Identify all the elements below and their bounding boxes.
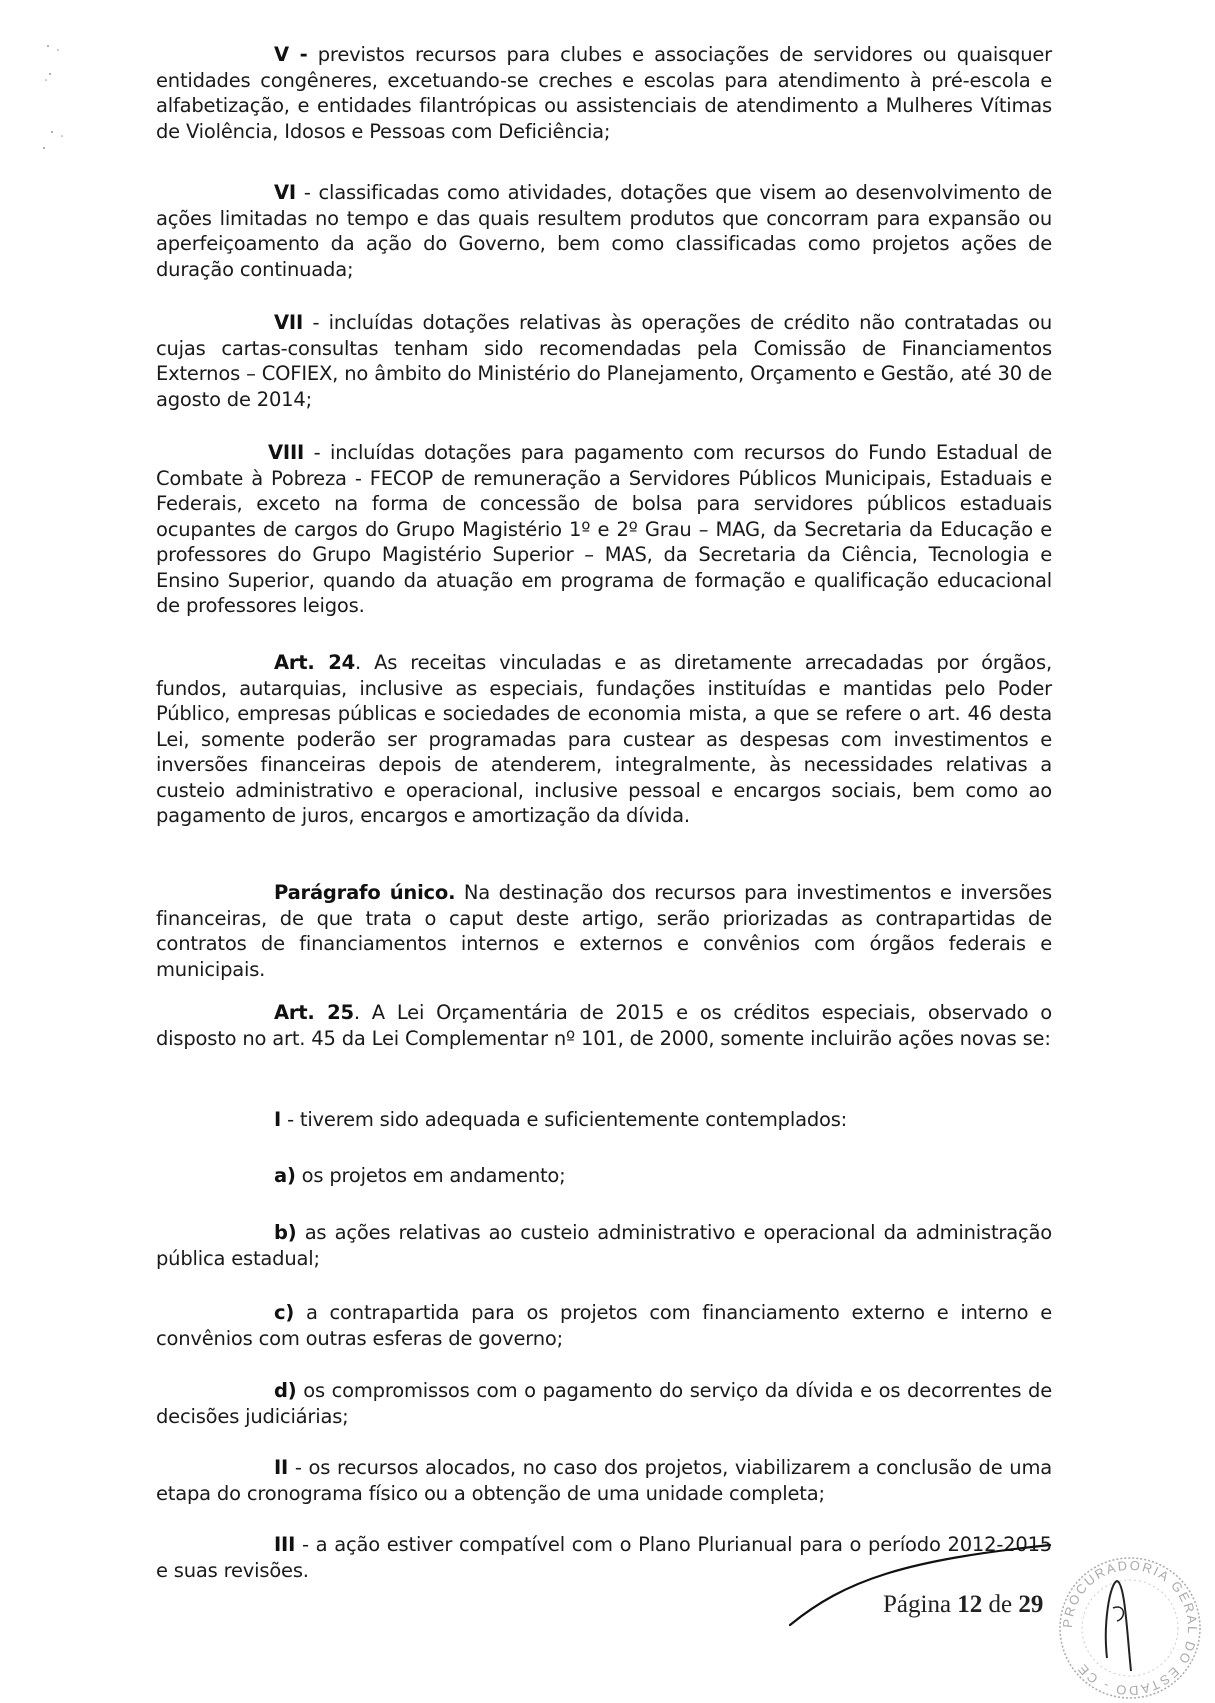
item-text: - incluídas dotações para pagamento com recursos do Fundo Estadual de Combate à Pobreza - FECOP de remuneração a Servidores Públicos Municipais, Estaduais e Federais, exceto na forma de concessão de bolsa para servidores públicos estaduais ocupantes de cargos do Grupo Magistério 1º e 2º Grau – MAG, da Secretaria da Educação e professores do Grupo Magistério Superior – MAS, da Secretaria da Ciência, Tecnologia e Ensino Superior, quando da atuação em programa de formação e qualificação educacional de professores leigos. — [156, 441, 1052, 617]
item-text: - os recursos alocados, no caso dos projetos, viabilizarem a conclusão de uma etapa do cronograma físico ou a obtenção de uma unidade completa; — [156, 1456, 1052, 1505]
paragraph-item-ii — [156, 1455, 1052, 1506]
item-text: a contrapartida para os projetos com financiamento externo e interno e convênios com outras esferas de governo; — [156, 1301, 1053, 1350]
total-pages: 29 — [1018, 1591, 1044, 1618]
paragraph-item-i — [156, 1107, 1052, 1133]
paragraph-item-viii — [156, 440, 1052, 619]
article-text: . As receitas vinculadas e as diretamente arrecadadas por órgãos, fundos, autarquias, inclusive as especiais, fundações instituídas e mantidas pelo Poder Público, empresas públicas e sociedades de economia mista, a que se refere o art. 46 desta Lei, somente poderão ser programadas para custear as despesas com investimentos e inversões financeiras depois de atenderem, integralmente, às necessidades relativas a custeio administrativo e operacional, inclusive pessoal e encargos sociais, bem como ao pagamento de juros, encargos e amortização da dívida. — [156, 651, 1052, 827]
item-label: VII — [274, 311, 304, 334]
item-label: VIII — [268, 441, 305, 464]
paragraph-item-a — [156, 1163, 1052, 1189]
item-label: III — [274, 1533, 296, 1556]
scan-marks — [40, 40, 100, 160]
paragraph-item-vii — [156, 310, 1052, 412]
stamp-text: PROCURADORIA GERAL DO ESTADO - CE — [1059, 1557, 1201, 1699]
official-stamp — [1055, 1553, 1205, 1703]
paragraph-item-vi — [156, 180, 1052, 282]
item-label: VI — [274, 181, 296, 204]
item-label: II — [274, 1456, 289, 1479]
paragraph-item-d — [156, 1378, 1052, 1429]
item-label: d) — [274, 1379, 297, 1402]
paragraph-item-v — [156, 42, 1052, 144]
current-page-number: 12 — [957, 1591, 983, 1618]
paragraph-text: Na destinação dos recursos para investimentos e inversões financeiras, de que trata o caput deste artigo, serão priorizadas as contrapartidas de contratos de financiamentos internos e externos e convênios com órgãos federais e municipais. — [156, 881, 1052, 981]
item-text: previstos recursos para clubes e associações de servidores ou quaisquer entidades congêneres, excetuando-se creches e escolas para atendimento à pré-escola e alfabetização, e entidades filantrópicas ou assistenciais de atendimento a Mulheres Vítimas de Violência, Idosos e Pessoas com Deficiência; — [156, 43, 1053, 143]
article-label: Art. 25 — [274, 1001, 354, 1024]
item-text: as ações relativas ao custeio administrativo e operacional da administração pública estadual; — [156, 1221, 1052, 1270]
page-word: Página — [883, 1591, 952, 1618]
of-word: de — [988, 1591, 1013, 1618]
item-label: I — [274, 1108, 282, 1131]
item-text: os projetos em andamento; — [301, 1164, 566, 1187]
svg-text:PROCURADORIA GERAL DO ESTADO - — [1060, 1558, 1200, 1698]
paragraph-art-24 — [156, 650, 1052, 829]
paragraph-label: Parágrafo único. — [274, 881, 456, 904]
paragraph-item-c — [156, 1300, 1052, 1351]
item-text: - a ação estiver compatível com o Plano Plurianual para o período 2012-2015 e suas revisões. — [156, 1533, 1052, 1582]
item-label: c) — [274, 1301, 295, 1324]
item-text: - incluídas dotações relativas às operações de crédito não contratadas ou cujas cartas-consultas tenham sido recomendadas pela Comissão de Financiamentos Externos – COFIEX, no âmbito do Ministério do Planejamento, Orçamento e Gestão, até 30 de agosto de 2014; — [156, 311, 1053, 411]
paragraph-item-b — [156, 1220, 1052, 1271]
item-text: - tiverem sido adequada e suficientemente contemplados: — [287, 1108, 848, 1131]
paragraph-sole-paragraph — [156, 880, 1052, 982]
item-text: - classificadas como atividades, dotações que visem ao desenvolvimento de ações limitadas no tempo e das quais resultem produtos que concorram para expansão ou aperfeiçoamento da ação do Governo, bem como classificadas como projetos ações de duração continuada; — [156, 181, 1053, 281]
item-label: b) — [274, 1221, 297, 1244]
item-text: os compromissos com o pagamento do serviço da dívida e os decorrentes de decisões judiciárias; — [156, 1379, 1052, 1428]
item-label: V - — [274, 43, 308, 66]
article-text: . A Lei Orçamentária de 2015 e os créditos especiais, observado o disposto no art. 45 da Lei Complementar nº 101, de 2000, somente incluirão ações novas se: — [156, 1001, 1052, 1050]
item-label: a) — [274, 1164, 296, 1187]
article-label: Art. 24 — [274, 651, 356, 674]
initials-signature — [1106, 1581, 1131, 1671]
paragraph-art-25 — [156, 1000, 1052, 1051]
page-number-footer — [883, 1591, 1043, 1619]
